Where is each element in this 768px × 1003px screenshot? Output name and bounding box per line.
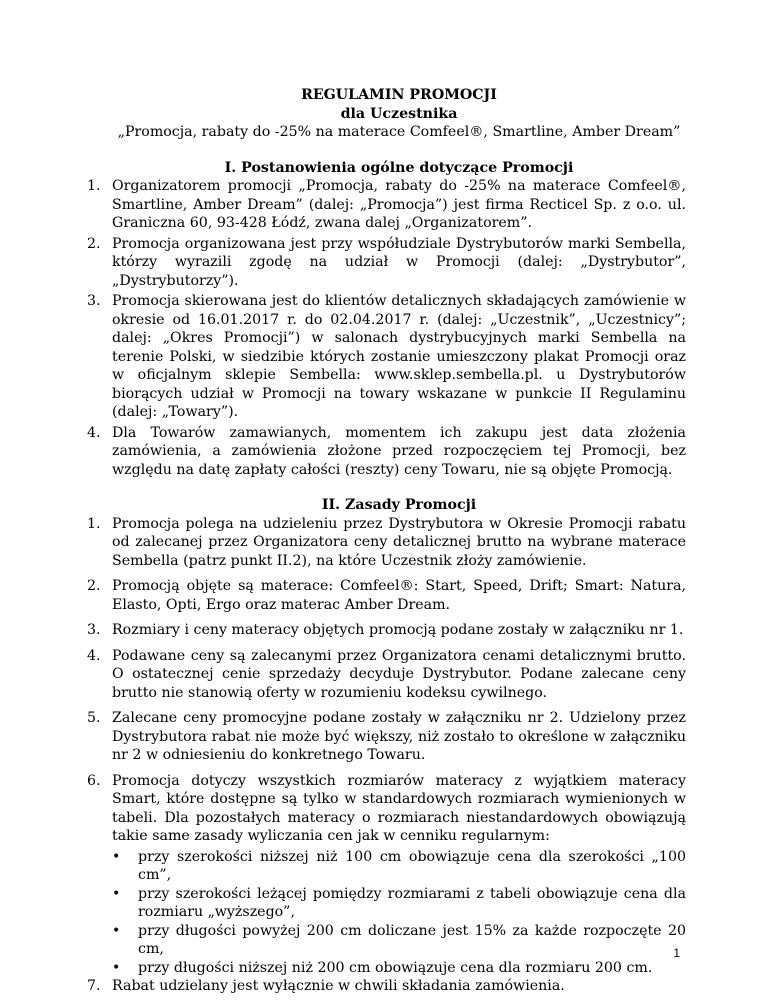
pricing-rules-list xyxy=(112,848,686,978)
list-item: 2. Promocja organizowana jest przy współudziale Dystrybutorów marki Sembella, którzy wyrazili zgodę na udział w Promocji (dalej: „Dystrybutor”, „Dystrybutorzy”). xyxy=(87,235,686,289)
bullet-item: • przy szerokości niższej niż 100 cm obowiązuje cena dla szerokości „100 cm”, xyxy=(112,848,686,885)
list-item: 5. Zalecane ceny promocyjne podane zostały w załączniku nr 2. Udzielony przez Dystrybutora rabat nie może być większy, niż zostało to określone w załączniku nr 2 w odniesieniu do konkretnego Towaru. xyxy=(87,710,686,763)
list-item: 7. Rabat udzielany jest wyłącznie w chwili składania zamówienia. xyxy=(87,978,565,994)
promotion-name: „Promocja, rabaty do -25% na materace Comfeel®, Smartline, Amber Dream” xyxy=(117,124,681,140)
document-subtitle: dla Uczestnika xyxy=(340,105,458,122)
page-number: 1 xyxy=(673,946,680,960)
document-body xyxy=(87,86,686,1003)
section-2-list xyxy=(87,515,686,996)
list-item: 6. Promocja dotyczy wszystkich rozmiarów materacy z wyjątkiem materacy Smart, które dostępne są tylko w standardowych rozmiarach wymienionych w tabeli. Dla pozostałych materacy o rozmiarach niestandardowych obowiązują takie same zasady wyliczania cen jak w cenniku regularnym: • przy szerokości niższej niż 100 cm obowiązuje cena dla szerokości „100 cm”, • przy szerokości leżącej pomiędzy rozmiarami z tabeli obowiązuje cena dla rozmiaru „wyższego”, • przy długości powyżej 200 cm doliczane jest 15% za każde rozpoczęte 20 cm, • przy długości niższej niż 200 cm obowiązuje cena dla rozmiaru 200 cm. xyxy=(112,772,686,978)
list-item: 1. Promocja polega na udzieleniu przez Dystrybutora w Okresie Promocji rabatu od zalecanej przez Organizatora ceny detalicznej brutto na wybrane materace Sembella (patrz punkt II.2), na które Uczestnik złoży zamówienie. xyxy=(87,515,686,569)
section-1-heading: I. Postanowienia ogólne dotyczące Promocji xyxy=(224,159,574,176)
bullet-item: • przy długości niższej niż 200 cm obowiązuje cena dla rozmiaru 200 cm. xyxy=(112,959,686,978)
section-1-list xyxy=(87,177,686,479)
list-item: 4. Podawane ceny są zalecanymi przez Organizatora cenami detalicznymi brutto. O ostatecznej cenie sprzedaży decyduje Dystrybutor. Podane zalecane ceny brutto nie stanowią oferty w rozumieniu kodeksu cywilnego. xyxy=(87,647,686,701)
bullet-item: • przy długości powyżej 200 cm doliczane jest 15% za każde rozpoczęte 20 cm, xyxy=(112,922,686,959)
list-item: 3. Promocja skierowana jest do klientów detalicznych składających zamówienie w okresie od 16.01.2017 r. do 02.04.2017 r. (dalej: „Uczestnik”, „Uczestnicy”; dalej: „Okres Promocji”) w salonach dystrybucyjnych marki Sembella na terenie Polski, w siedzibie których zostanie umieszczony plakat Promocji oraz w oficjalnym sklepie Sembella: www.sklep.sembella.pl. u Dystrybutorów biorących udział w Promocji na towary wskazane w punkcie II Regulaminu (dalej: „Towary”). xyxy=(87,293,686,420)
bullet-item: • przy szerokości leżącej pomiędzy rozmiarami z tabeli obowiązuje cena dla rozmiaru „wyższego”, xyxy=(112,885,686,922)
list-item: 3. Rozmiary i ceny materacy objętych promocją podane zostały w załączniku nr 1. xyxy=(87,622,684,638)
list-item: 4. Dla Towarów zamawianych, momentem ich zakupu jest data złożenia zamówienia, a zamówienia złożone przed rozpoczęciem tej Promocji, bez względu na datę zapłaty całości (reszty) ceny Towaru, nie są objęte Promocją. xyxy=(87,424,686,478)
section-2-heading: II. Zasady Promocji xyxy=(321,497,477,513)
list-item: 2. Promocją objęte są materace: Comfeel®: Start, Speed, Drift; Smart: Natura, Elasto, Opti, Ergo oraz materac Amber Dream. xyxy=(87,578,686,613)
list-item: 1. Organizatorem promocji „Promocja, rabaty do -25% na materace Comfeel®, Smartline, Amber Dream” (dalej: „Promocja”) jest firma Recticel Sp. z o.o. ul. Graniczna 60, 93-428 Łódź, zwana dalej „Organizatorem”. xyxy=(87,178,686,231)
document-title: REGULAMIN PROMOCJI xyxy=(301,87,497,103)
